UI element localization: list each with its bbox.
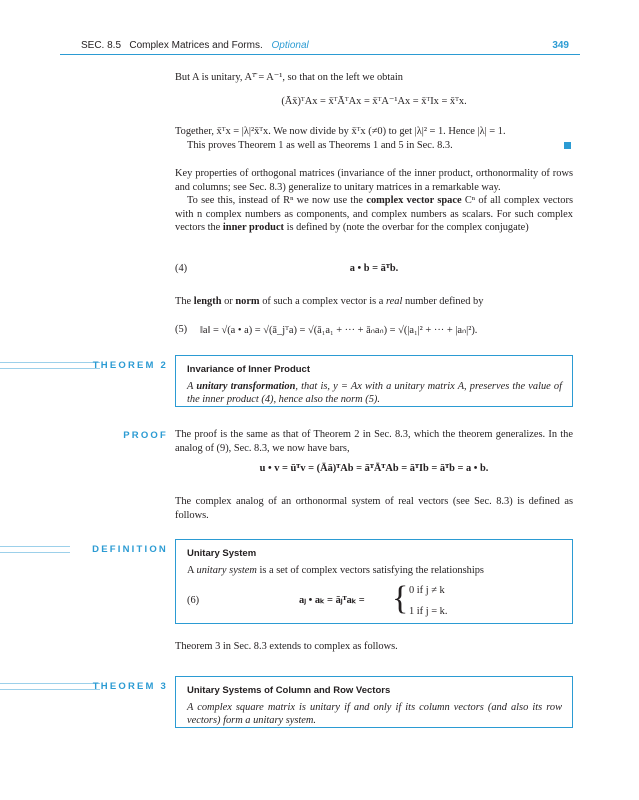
theorem3-body: A complex square matrix is unitary if and only if its column vectors (and also its row vectors) form a unitary system.	[187, 701, 562, 727]
cvs-term: complex vector space	[366, 195, 462, 207]
norm-a: The	[175, 296, 194, 307]
page-number: 349	[552, 40, 569, 51]
equation-6-lhs: aⱼ • aₖ = āⱼᵀaₖ =	[299, 595, 365, 607]
definition-body-a: A	[187, 564, 197, 576]
cvs-part-c: Cⁿ of all complex vectors with n complex numbers as components, and complex numbers as scalars. For such complex vectors the	[175, 195, 573, 234]
complex-analog-text: The complex analog of an orthonormal system of real vectors (see Sec. 8.3) is defined as follows.	[175, 496, 573, 521]
real-term: real	[385, 296, 403, 307]
theorem3-box	[175, 676, 573, 728]
equation-5-number: (5)	[175, 324, 188, 335]
theorem3-intro-text: Theorem 3 in Sec. 8.3 extends to complex as follows.	[175, 641, 398, 652]
left-brace-icon: {	[392, 580, 409, 618]
definition-body-c: is a set of complex vectors satisfying the relationships	[256, 564, 484, 576]
cvs-part-e: is defined by (note the overbar for the complex conjugate)	[284, 222, 529, 234]
running-header	[0, 40, 639, 56]
theorem2-body-a: A	[187, 380, 197, 392]
definition-body	[187, 564, 562, 578]
theorem2-box	[175, 355, 573, 407]
unitary-system-term: unitary system	[196, 564, 257, 576]
norm-definition-line	[175, 295, 573, 309]
inner-product-term: inner product	[222, 222, 285, 234]
key-properties-text: Key properties of orthogonal matrices (invariance of the inner product, orthonormality of rows and columns; see Sec. 8.3) generalize to unitary matrices in a remarkable way.	[175, 168, 573, 193]
norm-c: or	[221, 296, 236, 307]
proof-equation-body: u • v = ūᵀv = (Āā)ᵀAb = āᵀĀᵀAb = āᵀIb = āᵀb = a • b.	[259, 463, 489, 474]
unitary-transformation-term: unitary transformation	[196, 380, 296, 392]
norm-g: number defined by	[402, 296, 484, 307]
header-section	[81, 40, 309, 51]
top-line1	[175, 71, 573, 85]
equation-lhs-text: (Āx̄)ᵀAx = x̄ᵀĀᵀAx = x̄ᵀA⁻¹Ax = x̄ᵀIx = x̄ᵀx.	[281, 96, 467, 107]
theorem3-intro	[175, 640, 573, 654]
header-optional: Optional	[271, 40, 309, 51]
norm-term: norm	[235, 296, 260, 307]
equation-6-number: (6)	[187, 595, 200, 607]
equation-6-case1: 0 if j ≠ k	[409, 585, 445, 597]
proof-equation	[175, 463, 573, 474]
equation-4-number: (4)	[175, 263, 188, 274]
header-rule	[60, 54, 580, 55]
header-title: Complex Matrices and Forms.	[129, 40, 263, 51]
definition-label: DEFINITION	[92, 544, 168, 555]
theorem3-label: THEOREM 3	[92, 681, 168, 692]
proves-line: This proves Theorem 1 as well as Theorems 1 and 5 in Sec. 8.3.	[187, 139, 453, 151]
theorem2-title: Invariance of Inner Product	[187, 364, 310, 375]
complex-vector-space-text	[175, 194, 573, 235]
top-line1-text: But A is unitary, Aᵀ̄ = A⁻¹, so that on the left we obtain	[175, 72, 403, 83]
definition-title: Unitary System	[187, 548, 257, 559]
norm-e: of such a complex vector is a	[259, 296, 386, 307]
equation-4	[175, 263, 573, 274]
together-paragraph	[175, 125, 573, 152]
equation-6-case2: 1 if j = k.	[409, 606, 448, 618]
length-term: length	[193, 296, 222, 307]
equation-5-body: ‖a‖ = √(a • a) = √(ā_jᵀa) = √(ā₁a₁ + ··· + āₙaₙ) = √(|a₁|² + ··· + |aₙ|²).	[200, 325, 478, 336]
proof-label: PROOF	[123, 430, 168, 441]
theorem3-title: Unitary Systems of Column and Row Vectors	[187, 685, 391, 696]
proof-paragraph	[175, 428, 573, 455]
equation-lhs-expansion	[175, 95, 573, 107]
equation-5	[200, 324, 580, 336]
proof-text: The proof is the same as that of Theorem 2 in Sec. 8.3, which the theorem generalizes. In the analog of (9), Sec. 8.3, we now have bars,	[175, 429, 573, 454]
together-line: Together, x̄ᵀx = |λ|²x̄ᵀx. We now divide by x̄ᵀx (≠0) to get |λ|² = 1. Hence |λ| = 1.	[175, 126, 506, 137]
header-section-number: SEC. 8.5	[81, 40, 122, 51]
theorem2-body	[187, 380, 562, 407]
cvs-part-a: To see this, instead of Rⁿ we now use the	[187, 195, 367, 207]
theorem2-label: THEOREM 2	[92, 360, 168, 371]
end-of-proof-square-icon	[564, 142, 571, 149]
equation-6	[187, 581, 562, 621]
theorem2-body-c: , that is, y = Ax with a unitary matrix A, preserves the value of the inner product (4), hence also the norm (5).	[187, 380, 563, 406]
equation-4-body: a • b = āᵀb.	[349, 263, 399, 274]
complex-analog-paragraph	[175, 495, 573, 522]
key-properties-paragraph	[175, 167, 573, 235]
definition-box	[175, 539, 573, 624]
